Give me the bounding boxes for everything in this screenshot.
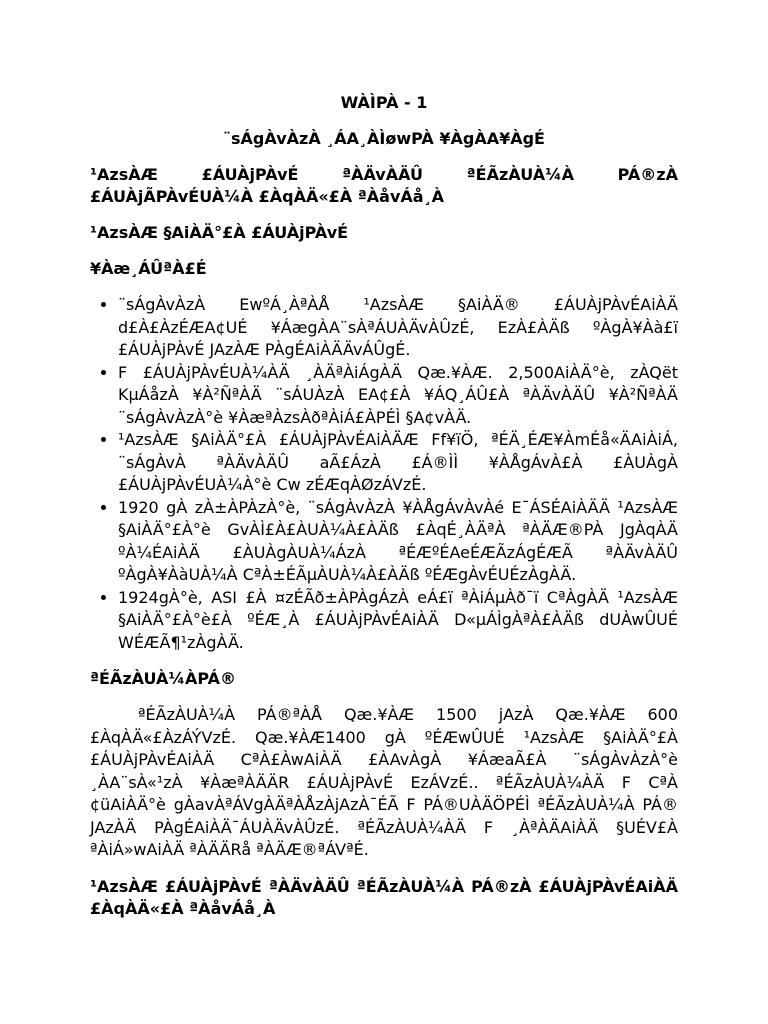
list-item: • F £ÁUÀjPÀvÉUÀ¼ÀÄ ¸ÀÄªÀiÁgÀÄ Qæ.¥ÀÆ. 2,500AiÀÄ°è, zÀQët KμÁåzÀ ¥À²ÑªÀÄ ¨sÁUÀzÀ EA¢£À ¥ÁQ¸ÁÛ£À ªÀÄvÀÄÛ ¥À²ÑªÀÄ ¨sÁgÀvÀzÀ°è ¥ÀæªÀzsÀðªÀiÁ£ÀPÉÌ §A¢vÀÄ. <box>118 362 678 430</box>
list-item: • 1920 gÀ zÀ±ÀPÀzÀ°è, ¨sÁgÀvÀzÀ ¥ÀÅgÁvÀvÀé E¯ÁSÉAiÀÄÄ ¹AzsÀÆ §AiÀÄ°£À°è GvÀÌ£À£ÀUÀ¼À£ÀÄß £ÀqÉ¸ÀÄªÀ ªÀÄÆ®PÀ JgÀqÀÄ ºÀ¼ÉAiÀÄ £ÀUÀgÀUÀ¼ÁzÀ ªÉÆºÉAeÉÆÃzÁgÉÆÃ ªÀÄvÀÄÛ ºÀgÀ¥ÀàUÀ¼À CªÀ±ÉÃµÀUÀ¼À£ÀÄß ºÉÆgÀvÉUÉzÀgÀÄ. <box>118 497 678 587</box>
section-heading-indus: ¹AzsÀÆ §AiÀÄ°£À £ÁUÀjPÀvÉ <box>90 223 349 242</box>
chapter-subtitle: ¨sÁgÀvÀzÀ ¸ÁA¸ÀÌøwPÀ ¥ÀgÀA¥ÀgÉ <box>223 129 545 148</box>
list-item: • ¨sÁgÀvÀzÀ EwºÁ¸ÀªÀÅ ¹AzsÀÆ §AiÀÄ® £ÁUÀjPÀvÉAiÀÄ d£À£ÀzÉÆA¢UÉ ¥ÁægÀA¨sÀªÁUÀÄvÀÛzÉ, EzÀ£ÀÄß ºÀgÀ¥Àà£ï £ÁUÀjPÀvÉ JAzÀÆ PÀgÉAiÀÄÄvÁÛgÉ. <box>118 294 678 362</box>
vedic-paragraph: ªÉÃzÀUÀ¼À PÁ®ªÀÅ Qæ.¥ÀÆ 1500 jAzÀ Qæ.¥ÀÆ 600 £ÀqÀÄ«£ÀzÁÝVzÉ. Qæ.¥ÀÆ1400 gÀ ºÉÆwÛUÉ ¹AzsÀÆ §AiÀÄ°£À £ÁUÀjPÀvÉAiÀÄ CªÀ£ÀwAiÀÄ £ÀAvÀgÀ ¥ÁæaÃ£À ¨sÁgÀvÀzÀ°è ¸ÀA¨sÀ«¹zÀ ¥ÀæªÀÄÄR £ÁUÀjPÀvÉ EzÁVzÉ.. ªÉÃzÀUÀ¼ÀÄ F CªÀ ¢üAiÀÄ°è gÀavÀªÁVgÀÄªÀÅzÀjAzÀ¯ÉÃ F PÁ®UÀÄÖPÉÌ ªÉÃzÀUÀ¼À PÁ® JAzÀÄ PÀgÉAiÀÄ¯ÁUÀÄvÀÛzÉ. ªÉÃzÀUÀ¼ÀÄ F ¸ÀªÀÄAiÀÄ §UÉV£À ªÀiÁ»wAiÀÄ ªÀÄÄRå ªÀÄÆ®ªÁVªÉ. <box>90 705 678 859</box>
chapter-title: WÀÌPÀ - 1 <box>340 93 428 112</box>
section-heading-vedic: ªÉÃzÀUÀ¼ÀPÁ® <box>90 669 237 688</box>
section-heading-comparison-2: ¹AzsÀÆ £ÁUÀjPÀvÉ ªÀÄvÀÄÛ ªÉÃzÀUÀ¼À PÁ®zÀ £ÁUÀjPÀvÉAiÀÄ £ÀqÀÄ«£À ªÀåvÁå¸À <box>90 876 678 918</box>
section-heading-intro: ¥Àæ¸ÁÛªÀ£É <box>90 259 207 278</box>
section-heading-comparison: ¹AzsÀÆ £ÁUÀjPÀvÉ ªÀÄvÀÄÛ ªÉÃzÀUÀ¼À PÁ®zÀ £ÁUÀjÃPÀvÉUÀ¼À £ÀqÀÄ«£À ªÀåvÁå¸À <box>90 165 678 206</box>
list-item: • 1924gÀ°è, ASI £À ¤zÉÃð±ÀPÀgÁzÀ eÁ£ï ªÀiÁμÀð¯ï CªÀgÀÄ ¹AzsÀÆ §AiÀÄ°£À°è£À ºÉÆ¸À £ÁUÀjPÀvÉAiÀÄ D«μÁÌgÀªÀ£ÀÄß dUÀwÛUÉ WÉÆÃ¶¹zÀgÀÄ. <box>118 587 678 655</box>
intro-bullet-list <box>90 294 678 654</box>
list-item: • ¹AzsÀÆ §AiÀÄ°£À £ÁUÀjPÀvÉAiÀÄÆ Ff¥ïÖ, ªÉÄ¸ÉÆ¥ÀmÉå«ÄAiÀiÁ, ¨sÁgÀvÀ ªÀÄvÀÄÛ aÃ£ÁzÀ £Á®ÌÌ ¥ÀÅgÁvÀ£À £ÀUÀgÀ £ÁUÀjPÀvÉUÀ¼À°è Cw zÉÆqÀØzÁVzÉ. <box>118 429 678 497</box>
